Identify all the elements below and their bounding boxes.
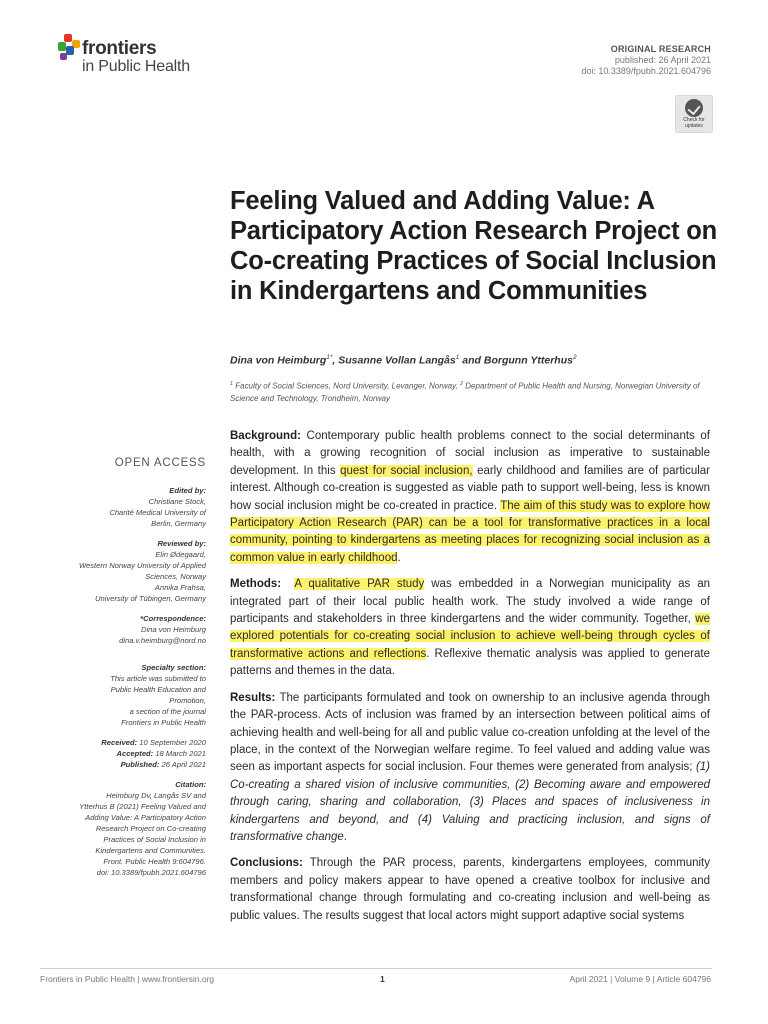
- author-name[interactable]: Dina von Heimburg: [230, 354, 327, 367]
- frontiers-logo-icon: [56, 34, 82, 62]
- accepted-date: 18 March 2021: [153, 749, 206, 758]
- check-updates-icon: [685, 99, 703, 117]
- page-number: 1: [380, 974, 385, 984]
- abstract-background: [230, 428, 710, 567]
- affil-sup: 2: [459, 381, 464, 387]
- article-title: Feeling Valued and Adding Value: A Participatory Action Research Project on Co-creating Practices of Social Inclusion in Kindergartens and Communities: [230, 187, 718, 305]
- citation-line: Research Project on Co-creating: [95, 824, 206, 833]
- affiliation-2: Department of Public Health and Nursing, Norwegian University of Science and Technology, Trondheim, Norway: [230, 381, 700, 404]
- open-access-label: OPEN ACCESS: [114, 457, 206, 469]
- correspondence-email[interactable]: dina.v.heimburg@nord.no: [119, 636, 206, 645]
- author-affil-sup: 2: [572, 354, 577, 361]
- abstract: [230, 428, 710, 934]
- citation-label: Citation:: [175, 780, 206, 789]
- check-for-updates-button[interactable]: [675, 95, 713, 133]
- published-date-left: 26 April 2021: [159, 760, 206, 769]
- abstract-methods: [230, 576, 710, 680]
- citation-line: Heimburg Dv, Langås SV and: [106, 791, 206, 800]
- highlight: we explored potentials for co-creating social inclusion to achieve well-being through cycles of transformative actions and reflections: [230, 613, 710, 660]
- published-date: published: 26 April 2021: [614, 55, 711, 65]
- sidebar-info: [40, 458, 206, 887]
- footer-journal-link[interactable]: Frontiers in Public Health | www.frontiersin.org: [40, 974, 215, 984]
- highlight: The aim of this study was to explore how Participatory Action Research (PAR) can be a tool for transformative practices in a local community, pointing to kindergartens as meeting places for recognizing social inclusion as a common value in early childhood: [230, 499, 710, 564]
- article-type: ORIGINAL RESEARCH: [610, 44, 711, 54]
- abstract-text: The participants formulated and took on ownership to an inclusive agenda through the PAR-process. Acts of inclusion was framed by an intersection between political aims of achieving health and well-being for all and public value co-creation unfolding at the level of the place, in the context of the Norwegian welfare regime. To feel valued and adding value was seen as important aspects for social inclusion. Four themes were generated from analysis;: [230, 691, 710, 774]
- published-label: Published:: [120, 760, 160, 769]
- citation-line: Kindergartens and Communities.: [95, 846, 206, 855]
- author-affil-sup: 1: [455, 354, 460, 361]
- correspondence-name: Dina von Heimburg: [141, 625, 206, 634]
- footer-divider: [40, 968, 712, 969]
- specialty-line: Promotion,: [169, 696, 206, 705]
- abstract-text: early childhood and families are of particular interest. Although co-creation is suggested as viable path to support well-being, less is known how social inclusion might be co-created in practice.: [230, 464, 711, 512]
- abstract-conclusions: [230, 855, 710, 925]
- article-meta: [581, 44, 711, 77]
- highlight: A qualitative PAR study: [294, 578, 425, 591]
- highlight: quest for social inclusion,: [340, 464, 473, 477]
- conclusions-label: Conclusions:: [230, 857, 303, 870]
- citation-doi[interactable]: doi: 10.3389/fpubh.2021.604796: [96, 868, 206, 877]
- author-separator: and: [459, 354, 484, 367]
- author-name[interactable]: Borgunn Ytterhus: [483, 354, 573, 367]
- doi-link[interactable]: doi: 10.3389/fpubh.2021.604796: [581, 66, 711, 76]
- specialty-line: Public Health Education and: [110, 685, 206, 694]
- results-label: Results:: [230, 691, 276, 704]
- citation-section: [40, 779, 206, 878]
- specialty-label: Specialty section:: [141, 663, 206, 672]
- editor-line: Charité Medical University of: [109, 508, 206, 517]
- author-list: [230, 354, 577, 367]
- dates-section: [40, 737, 206, 770]
- reviewer-line: University of Tübingen, Germany: [95, 594, 206, 603]
- reviewer-line: Annika Frahsa,: [154, 583, 206, 592]
- abstract-text: was embedded in a Norwegian municipality as an integrated part of their local public health work. The study involved a wide range of participants and stakeholders in three kindergartens and the wider community. Together,: [230, 578, 710, 626]
- citation-line: Ytterhus B (2021) Feeling Valued and: [79, 802, 206, 811]
- citation-line: Front. Public Health 9:604796.: [103, 857, 206, 866]
- received-date: 10 September 2020: [137, 738, 206, 747]
- background-label: Background:: [230, 430, 301, 442]
- journal-name-line2: in Public Health: [82, 58, 190, 75]
- affiliation-1: Faculty of Social Sciences, Nord University, Levanger, Norway,: [235, 381, 460, 391]
- received-label: Received:: [101, 738, 138, 747]
- abstract-text: Contemporary public health problems connect to the social determinants of health, with a growing recognition of social inclusion as imperative to sustainable development. In this: [230, 430, 710, 477]
- methods-label: Methods:: [230, 578, 282, 591]
- edited-by-label: Edited by:: [169, 486, 206, 495]
- reviewer-line: Sciences, Norway: [145, 572, 206, 581]
- specialty-line: a section of the journal: [129, 707, 206, 716]
- abstract-text: [281, 578, 294, 590]
- reviewer-line: Elin Ødegaard,: [155, 550, 206, 559]
- author-name[interactable]: Susanne Vollan Langås: [338, 354, 456, 367]
- specialty-line: Frontiers in Public Health: [121, 718, 206, 727]
- abstract-text: Through the PAR process, parents, kindergartens employees, community members and policy makers appear to have opened a creative toolbox for inclusive and transformational change through formulating and co-creating inclusion and well-being as public values. The results suggest that local actors might support adaptive social systems: [230, 857, 710, 922]
- author-affil-sup: 1*: [326, 354, 333, 361]
- abstract-text: .: [343, 830, 347, 843]
- reviewed-by-label: Reviewed by:: [157, 539, 206, 548]
- citation-line: Adding Value: A Participatory Action: [85, 813, 206, 822]
- specialty-section: [40, 662, 206, 728]
- journal-name-line1: frontiers: [82, 38, 157, 59]
- abstract-results: [230, 690, 710, 847]
- accepted-label: Accepted:: [116, 749, 154, 758]
- correspondence-section: [40, 613, 206, 646]
- affiliations: [230, 378, 700, 406]
- check-updates-label: Check for updates: [683, 117, 705, 129]
- author-separator: ,: [332, 354, 339, 367]
- citation-line: Practices of Social Inclusion in: [103, 835, 206, 844]
- specialty-line: This article was submitted to: [110, 674, 206, 683]
- journal-logo: [56, 34, 216, 80]
- abstract-text: . Reflexive thematic analysis was applied to generate patterns and themes in the data.: [230, 647, 710, 678]
- editor-line: Berlin, Germany: [151, 519, 206, 528]
- reviewer-line: Western Norway University of Applied: [78, 561, 206, 570]
- reviewed-by-section: [40, 538, 206, 604]
- edited-by-section: [40, 485, 206, 529]
- affil-sup: 1: [230, 381, 234, 387]
- correspondence-label: *Correspondence:: [140, 614, 206, 623]
- abstract-text: .: [397, 551, 401, 564]
- abstract-themes: (1) Co-creating a shared vision of inclusive communities, (2) Becoming aware and empowered through caring, sharing and collaboration, (3) Places and spaces of inclusiveness in kindergartens and beyond, and (4) Valuing and practicing inclusion, and signs of transformative change: [230, 761, 710, 843]
- editor-line: Christiane Stock,: [148, 497, 206, 506]
- footer-issue-info: April 2021 | Volume 9 | Article 604796: [569, 974, 711, 984]
